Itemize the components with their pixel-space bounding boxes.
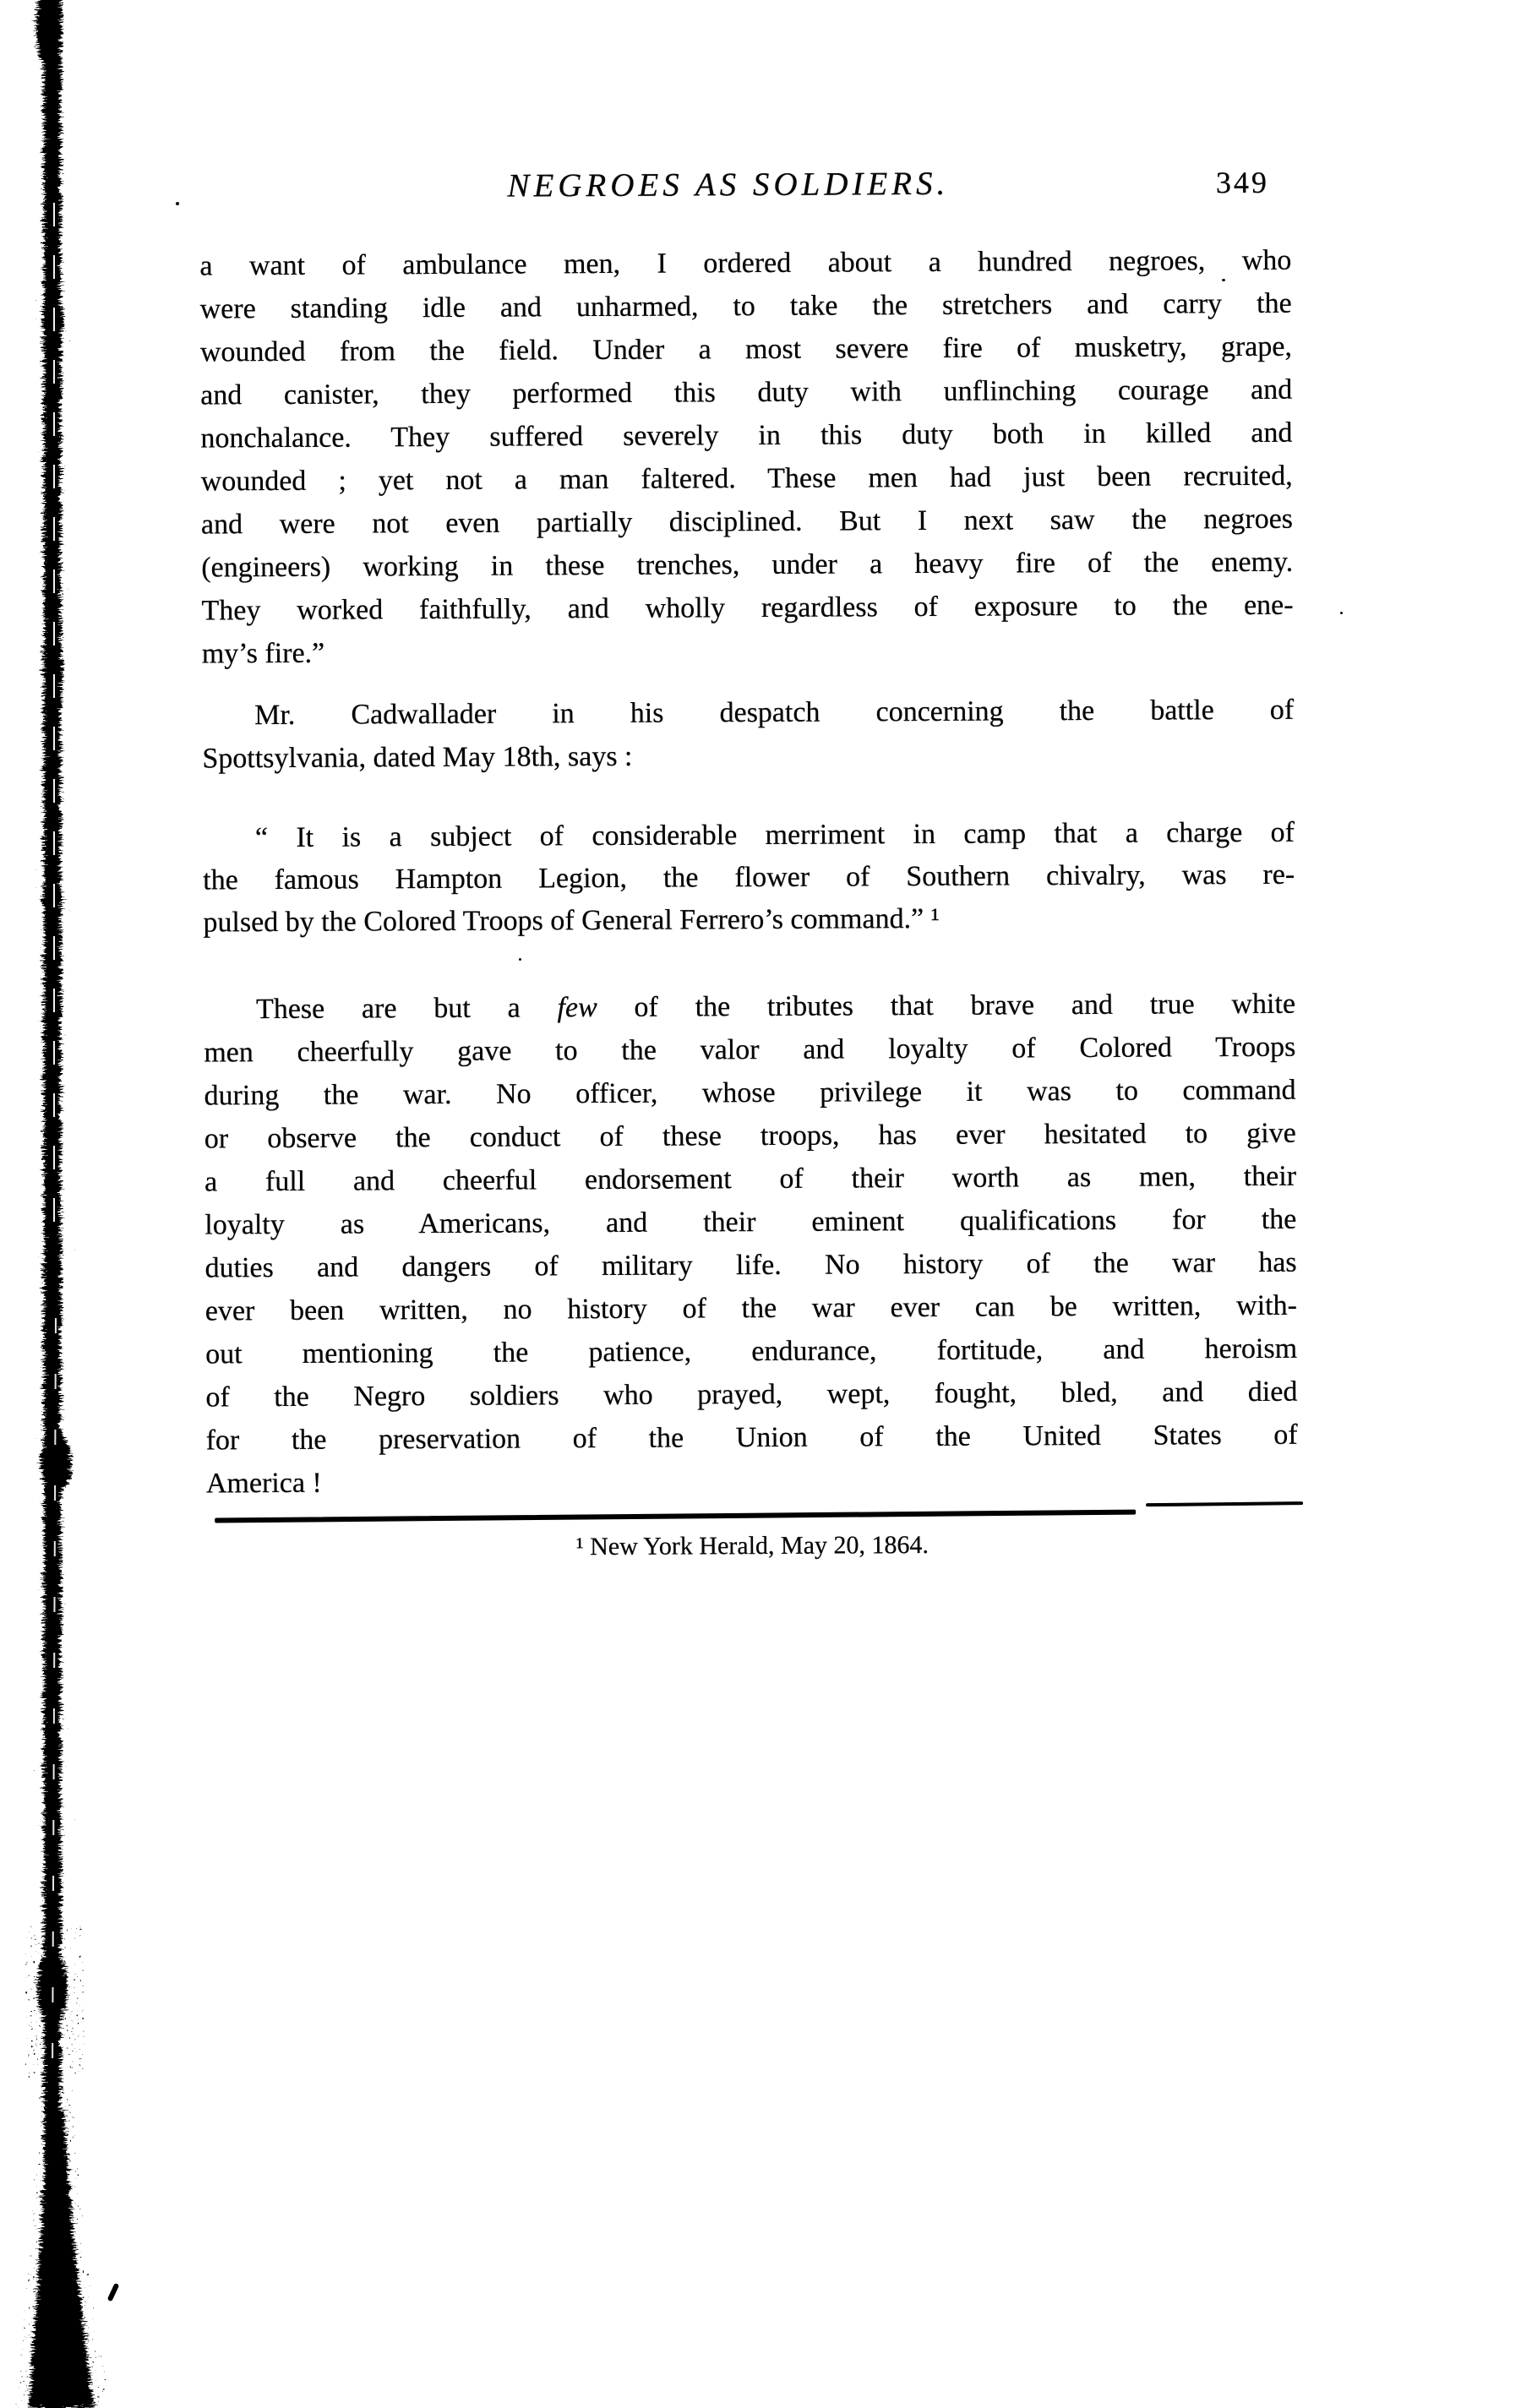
text-line: wounded from the field. Under a most severe fire of musketry, grape, xyxy=(199,330,1293,368)
text-line: a full and cheerful endorsement of their worth as men, their xyxy=(204,1160,1297,1198)
text-line: and were not even partially disciplined. But I next saw the negroes xyxy=(200,503,1294,541)
text-run: of the tributes that brave and true white xyxy=(597,988,1296,1024)
text-line: “ It is a subject of considerable merriment in camp that a charge of xyxy=(254,816,1295,854)
text-line xyxy=(204,983,1295,1032)
text-line: wounded ; yet not a man faltered. These men had just been recruited, xyxy=(200,460,1293,498)
text-line: or observe the conduct of these troops, has ever hesitated to give xyxy=(204,1117,1296,1155)
text-line: Spottsylvania, dated May 18th, says : xyxy=(202,740,633,775)
text-line: America ! xyxy=(205,1467,322,1500)
text-run: These are but a xyxy=(255,992,558,1026)
running-head xyxy=(199,163,1291,211)
text-line: men cheerfully gave to the valor and loyalty of Colored Troops xyxy=(204,1031,1296,1069)
text-line: the famous Hampton Legion, the flower of Southern chivalry, was re- xyxy=(203,858,1295,896)
text-line: pulsed by the Colored Troops of General Ferrero’s command.” ¹ xyxy=(203,902,940,939)
text-line: for the preservation of the Union of the United States of xyxy=(205,1419,1298,1457)
text-line: They worked faithfully, and wholly regardless of exposure to the ene- xyxy=(201,589,1294,627)
footnote-rule-segment xyxy=(1146,1501,1303,1506)
text-line: of the Negro soldiers who prayed, wept, fought, bled, and died xyxy=(205,1376,1298,1414)
text-line: and canister, they performed this duty with unflinching courage and xyxy=(200,373,1293,411)
text-line: duties and dangers of military life. No history of the war has xyxy=(204,1246,1297,1284)
footnote-rule xyxy=(215,1510,1136,1523)
footnote: ¹ New York Herald, May 20, 1864. xyxy=(575,1530,930,1561)
paragraph-quote-continuation xyxy=(199,239,1294,676)
italic-word: few xyxy=(557,992,597,1024)
text-line: ever been written, no history of the war ever can be written, with- xyxy=(204,1289,1297,1327)
paragraph-tributes xyxy=(204,983,1298,1506)
text-line: out mentioning the patience, endurance, fortitude, and heroism xyxy=(205,1332,1298,1370)
text-line: during the war. No officer, whose privilege it was to command xyxy=(204,1074,1296,1112)
text-line: my’s fire.” xyxy=(201,637,325,670)
text-line: Mr. Cadwallader in his despatch concerning the battle of xyxy=(254,694,1295,732)
paragraph-block-quote xyxy=(203,812,1295,945)
text-line: loyalty as Americans, and their eminent qualifications for the xyxy=(204,1203,1297,1241)
text-line: (engineers) working in these trenches, under a heavy fire of the enemy. xyxy=(201,546,1294,584)
page-title: NEGROES AS SOLDIERS. xyxy=(507,165,950,204)
text-line: a want of ambulance men, I ordered about a hundred negroes, who xyxy=(199,244,1292,282)
text-line: were standing idle and unharmed, to take the stretchers and carry the xyxy=(199,287,1292,325)
paragraph-cadwallader xyxy=(202,689,1295,781)
text-line: nonchalance. They suffered severely in this duty both in killed and xyxy=(200,417,1293,455)
page-number: 349 xyxy=(1215,165,1270,200)
